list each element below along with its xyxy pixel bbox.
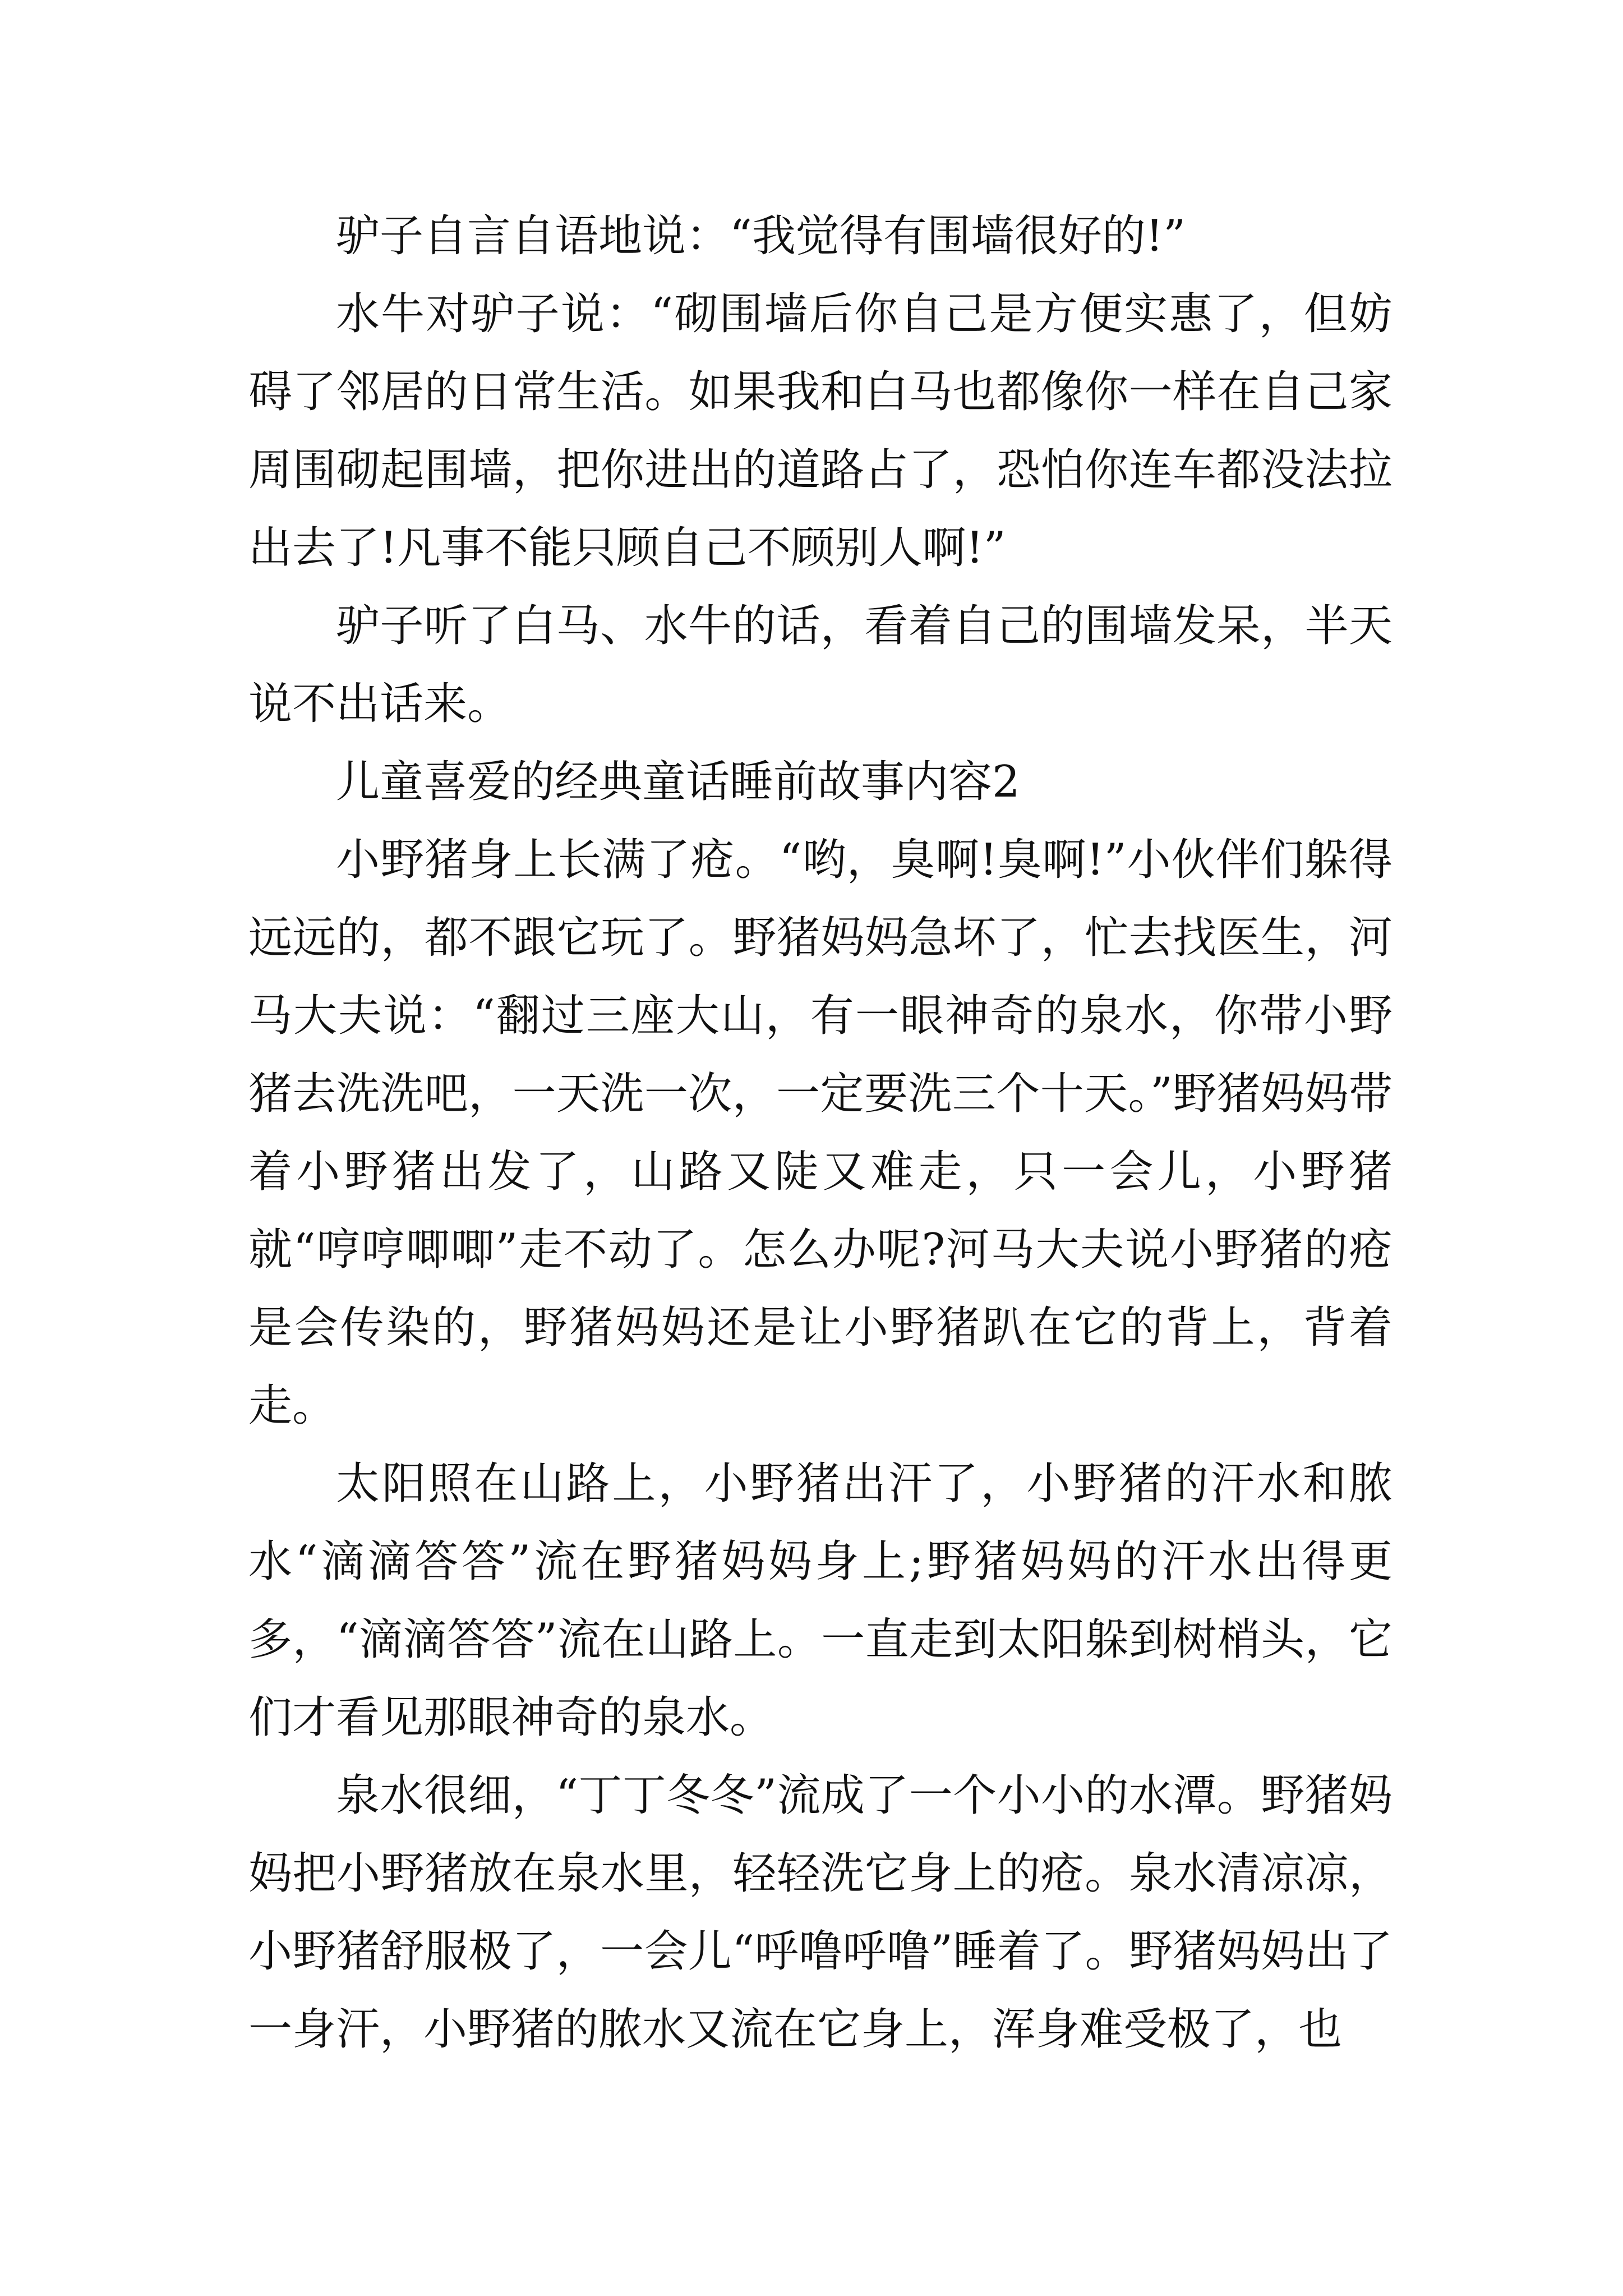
paragraph-little-boar: 小野猪身上长满了疮。“哟，臭啊!臭啊!”小伙伴们躲得远远的，都不跟它玩了。野猪妈妈急坏了，忙去找医生，河马大夫说：“翻过三座大山，有一眼神奇的泉水，你带小野猪去洗洗吧，一天洗一次，一定要洗三个十天。”野猪妈妈带着小野猪出发了，山路又陡又难走，只一会儿，小野猪就“哼哼唧唧”走不动了。怎么办呢?河马大夫说小野猪的疮是会传染的，野猪妈妈还是让小野猪趴在它的背上，背着走。 [248,835,1393,1431]
paragraph-buffalo-says: 水牛对驴子说：“砌围墙后你自己是方便实惠了，但妨碍了邻居的日常生活。如果我和白马也都像你一样在自己家周围砌起围墙，把你进出的道路占了，恐怕你连车都没法拉出去了!凡事不能只顾自己不顾别人啊!” [248,289,1393,573]
paragraph-spring-water: 泉水很细，“丁丁冬冬”流成了一个小小的水潭。野猪妈妈把小野猪放在泉水里，轻轻洗它身上的疮。泉水清凉凉，小野猪舒服极了，一会儿“呼噜呼噜”睡着了。野猪妈妈出了一身汗，小野猪的脓水又流在它身上，浑身难受极了，也 [248,1770,1393,2055]
paragraph-donkey-stunned: 驴子听了白马、水牛的话，看着自己的围墙发呆，半天说不出话来。 [248,601,1393,729]
document-body [248,197,1393,2069]
paragraph-donkey-says: 驴子自言自语地说：“我觉得有围墙很好的!” [336,211,1186,261]
paragraph-sun-mountain-road: 太阳照在山路上，小野猪出汗了，小野猪的汗水和脓水“滴滴答答”流在野猪妈妈身上;野猪妈妈的汗水出得更多，“滴滴答答”流在山路上。一直走到太阳躲到树梢头，它们才看见那眼神奇的泉水。 [248,1458,1393,1743]
section-heading: 儿童喜爱的经典童话睡前故事内容2 [336,757,1020,807]
